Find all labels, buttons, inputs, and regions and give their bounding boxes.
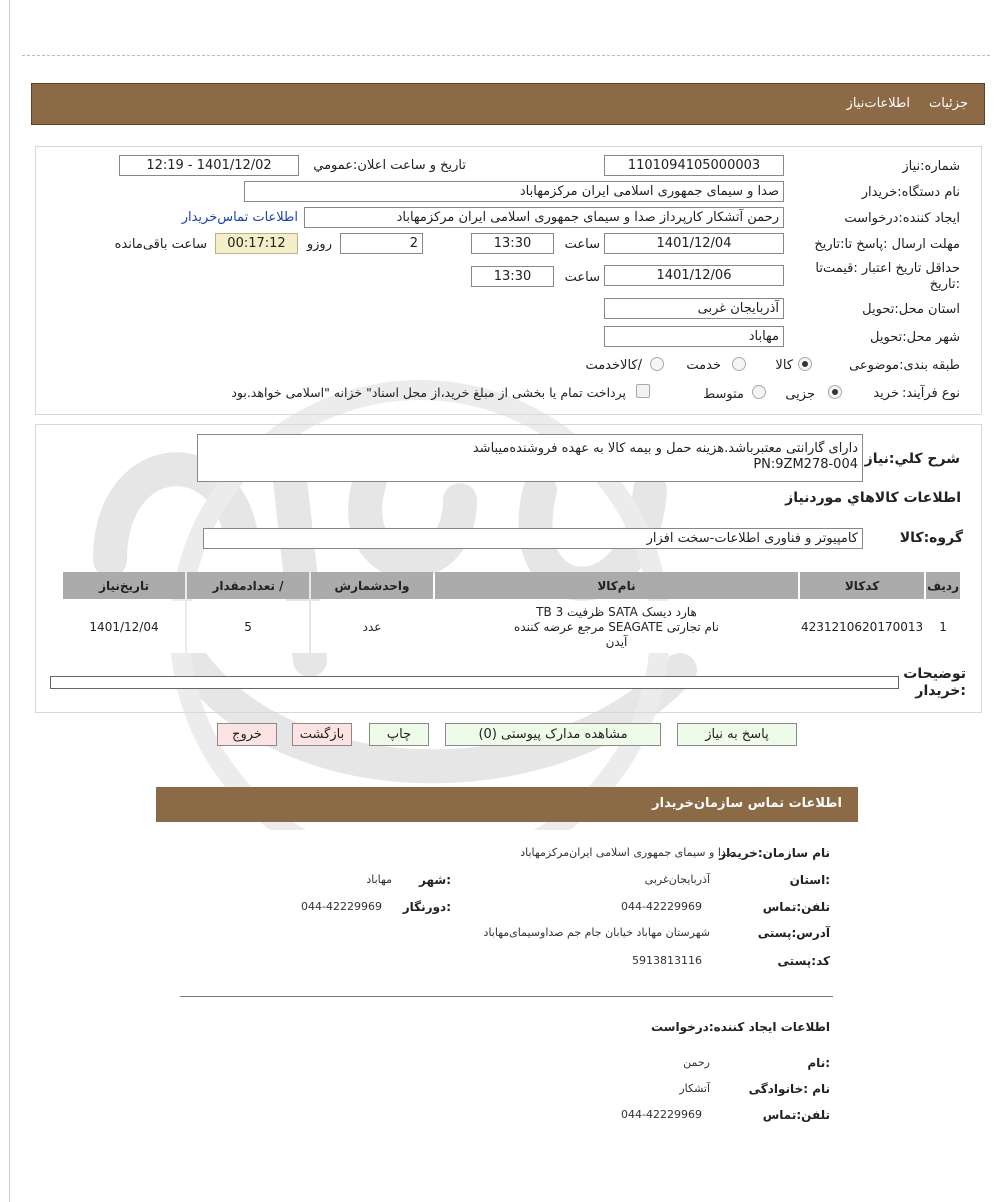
col-name: نام‌كالا bbox=[435, 572, 798, 599]
contact-fax-value: 044-42229969 bbox=[301, 900, 382, 913]
col-qty: / تعدادمقدار bbox=[187, 572, 309, 599]
buyer-notes-label: توضيحات :خريدار bbox=[903, 666, 966, 699]
contact-city-label: :شهر bbox=[419, 873, 451, 887]
validity-date-field: 1401/12/06 bbox=[604, 265, 784, 286]
attachments-button[interactable]: مشاهده مدارک پیوستی (0) bbox=[445, 723, 661, 746]
radio-medium-label: متوسط bbox=[703, 387, 744, 402]
contact-fax-label: :دورنگار bbox=[402, 900, 451, 914]
row-code: 4231210620170013 bbox=[800, 601, 924, 653]
print-button[interactable]: چاپ bbox=[369, 723, 429, 746]
contact-province-value: آذربایجان‌غربی bbox=[644, 873, 710, 886]
need-number-field: 1101094105000003 bbox=[604, 155, 784, 176]
col-date: تاريخ‌نياز bbox=[63, 572, 185, 599]
col-unit: واحدشمارش bbox=[311, 572, 433, 599]
need-number-label: شماره:نیاز bbox=[902, 159, 960, 174]
buyer-org-field: صدا و سیمای جمهوری اسلامی ایران مرکزمهاباد bbox=[244, 181, 784, 202]
process-label: نوع فرآیند: bbox=[902, 386, 960, 401]
creator-phone-label: تلفن:تماس bbox=[762, 1108, 830, 1122]
description-line-1: دارای گارانتی معتبرباشد.هزینه حمل و بیمه کالا به عهده فروشنده‌میباشد bbox=[472, 441, 858, 456]
row-name-line-3: آیدن bbox=[605, 634, 628, 649]
announce-field: 1401/12/02 - 12:19 bbox=[119, 155, 299, 176]
province-field: آذربایجان غربی bbox=[604, 298, 784, 319]
tab-need-info[interactable]: اطلاعات‌نیاز bbox=[846, 96, 910, 111]
left-border-line bbox=[9, 0, 10, 1202]
description-label: شرح كلي:نياز bbox=[864, 451, 960, 467]
creator-name-label: :نام bbox=[807, 1056, 830, 1070]
creator-name-value: رحمن bbox=[683, 1056, 710, 1069]
dashed-separator bbox=[22, 55, 990, 56]
remaining-timer: 00:17:12 bbox=[215, 233, 298, 254]
buyer-notes-field bbox=[50, 676, 899, 689]
creator-label: ايجاد كننده:درخواست bbox=[844, 211, 960, 226]
treasury-payment-checkbox[interactable] bbox=[636, 384, 650, 398]
group-label: گروه:کالا bbox=[899, 530, 963, 546]
tab-details[interactable]: جزئیات bbox=[929, 96, 968, 111]
city-field: مهاباد bbox=[604, 326, 784, 347]
deadline-time-label: ساعت bbox=[564, 237, 600, 252]
radio-goods[interactable] bbox=[798, 357, 812, 371]
col-row: رديف bbox=[926, 572, 960, 599]
back-button[interactable]: بازگشت bbox=[292, 723, 352, 746]
contact-postal-value: 5913813116 bbox=[632, 954, 702, 967]
radio-service[interactable] bbox=[732, 357, 746, 371]
radio-medium[interactable] bbox=[752, 385, 766, 399]
contact-header-bar bbox=[156, 787, 858, 822]
creator-family-label: نام :خانوادگی bbox=[748, 1082, 830, 1096]
creator-family-value: آتشکار bbox=[679, 1082, 710, 1095]
row-index: 1 bbox=[926, 601, 960, 653]
province-label: استان محل:تحويل bbox=[862, 302, 960, 317]
remaining-label: ساعت باقی‌مانده bbox=[114, 237, 207, 252]
contact-postal-label: کد:پستی bbox=[777, 954, 830, 968]
contact-phone-label: تلفن:تماس bbox=[762, 900, 830, 914]
items-table-header bbox=[63, 572, 960, 599]
contact-city-value: مهاباد bbox=[366, 873, 392, 886]
buyer-org-label: نام دستگاه:خريدار bbox=[861, 185, 960, 200]
contact-address-label: آدرس:پستی bbox=[757, 926, 830, 940]
items-title: اطلاعات كالاهاي موردنياز bbox=[785, 490, 961, 506]
validity-label: حداقل تاريخ اعتبار :قيمت‌تا :تاريخ bbox=[815, 261, 960, 292]
description-line-2: PN:9ZM278-004 bbox=[753, 457, 858, 472]
contact-province-label: :استان bbox=[789, 873, 830, 887]
radio-partial-label: جزیی bbox=[785, 387, 815, 402]
validity-time-field: 13:30 bbox=[471, 266, 554, 287]
radio-goods-service-label: /کالاخدمت bbox=[585, 358, 642, 373]
table-row bbox=[63, 601, 960, 653]
contact-phone-value: 044-42229969 bbox=[621, 900, 702, 913]
announce-label: تاریخ و ساعت اعلان:عمومي bbox=[313, 158, 466, 173]
radio-partial[interactable] bbox=[828, 385, 842, 399]
contact-title: اطلاعات تماس سازمان‌خریدار bbox=[652, 796, 842, 811]
city-label: شهر محل:تحويل bbox=[870, 330, 960, 345]
validity-time-label: ساعت bbox=[564, 270, 600, 285]
deadline-date-field: 1401/12/04 bbox=[604, 233, 784, 254]
row-qty: 5 bbox=[187, 601, 309, 653]
treasury-payment-note: پرداخت تمام یا بخشی از مبلغ خرید،از محل اسناد" خزانه "اسلامی خواهد.بود bbox=[231, 385, 626, 400]
creator-info-title: اطلاعات ایجاد کننده:درخواست bbox=[650, 1020, 830, 1034]
row-name bbox=[435, 601, 798, 653]
description-box bbox=[197, 434, 863, 482]
items-table bbox=[61, 570, 962, 655]
contact-org-label: نام سازمان:خریدار bbox=[719, 846, 830, 860]
days-label: روزو bbox=[306, 237, 332, 252]
radio-goods-service[interactable] bbox=[650, 357, 664, 371]
category-label: طبقه بندی:موضوعی bbox=[849, 358, 960, 373]
deadline-time-field: 13:30 bbox=[471, 233, 554, 254]
contact-address-value: شهرستان مهاباد خیابان جام جم صداوسیمای‌مهاباد bbox=[483, 926, 710, 939]
contact-org-value: صدا و سیمای جمهوری اسلامی ایران‌مرکزمهاباد bbox=[520, 846, 736, 859]
radio-service-label: خدمت bbox=[686, 358, 721, 373]
contact-separator bbox=[180, 996, 833, 997]
days-field: 2 bbox=[340, 233, 423, 254]
col-code: كدكالا bbox=[800, 572, 924, 599]
buyer-contact-link[interactable]: اطلاعات تماس‌خريدار bbox=[181, 210, 298, 225]
exit-button[interactable]: خروج bbox=[217, 723, 277, 746]
details-header-bar bbox=[31, 83, 985, 125]
group-field: کامپیوتر و فناوری اطلاعات-سخت افزار bbox=[203, 528, 863, 549]
row-name-line-1: هارد دیسک SATA ظرفیت 3 TB bbox=[536, 604, 697, 619]
creator-phone-value: 044-42229969 bbox=[621, 1108, 702, 1121]
deadline-label: مهلت ارسال :پاسخ تا:تاريخ bbox=[814, 237, 960, 252]
radio-goods-label: کالا bbox=[775, 358, 793, 373]
row-date: 1401/12/04 bbox=[63, 601, 185, 653]
row-unit: عدد bbox=[311, 601, 433, 653]
row-name-line-2: نام تجارتی SEAGATE مرجع عرضه کننده bbox=[514, 619, 719, 634]
process-buy-label: خرید bbox=[873, 386, 899, 401]
creator-field: رحمن آتشکار کارپرداز صدا و سیمای جمهوری اسلامی ایران مرکزمهاباد bbox=[304, 207, 784, 228]
reply-button[interactable]: پاسخ به نياز bbox=[677, 723, 797, 746]
